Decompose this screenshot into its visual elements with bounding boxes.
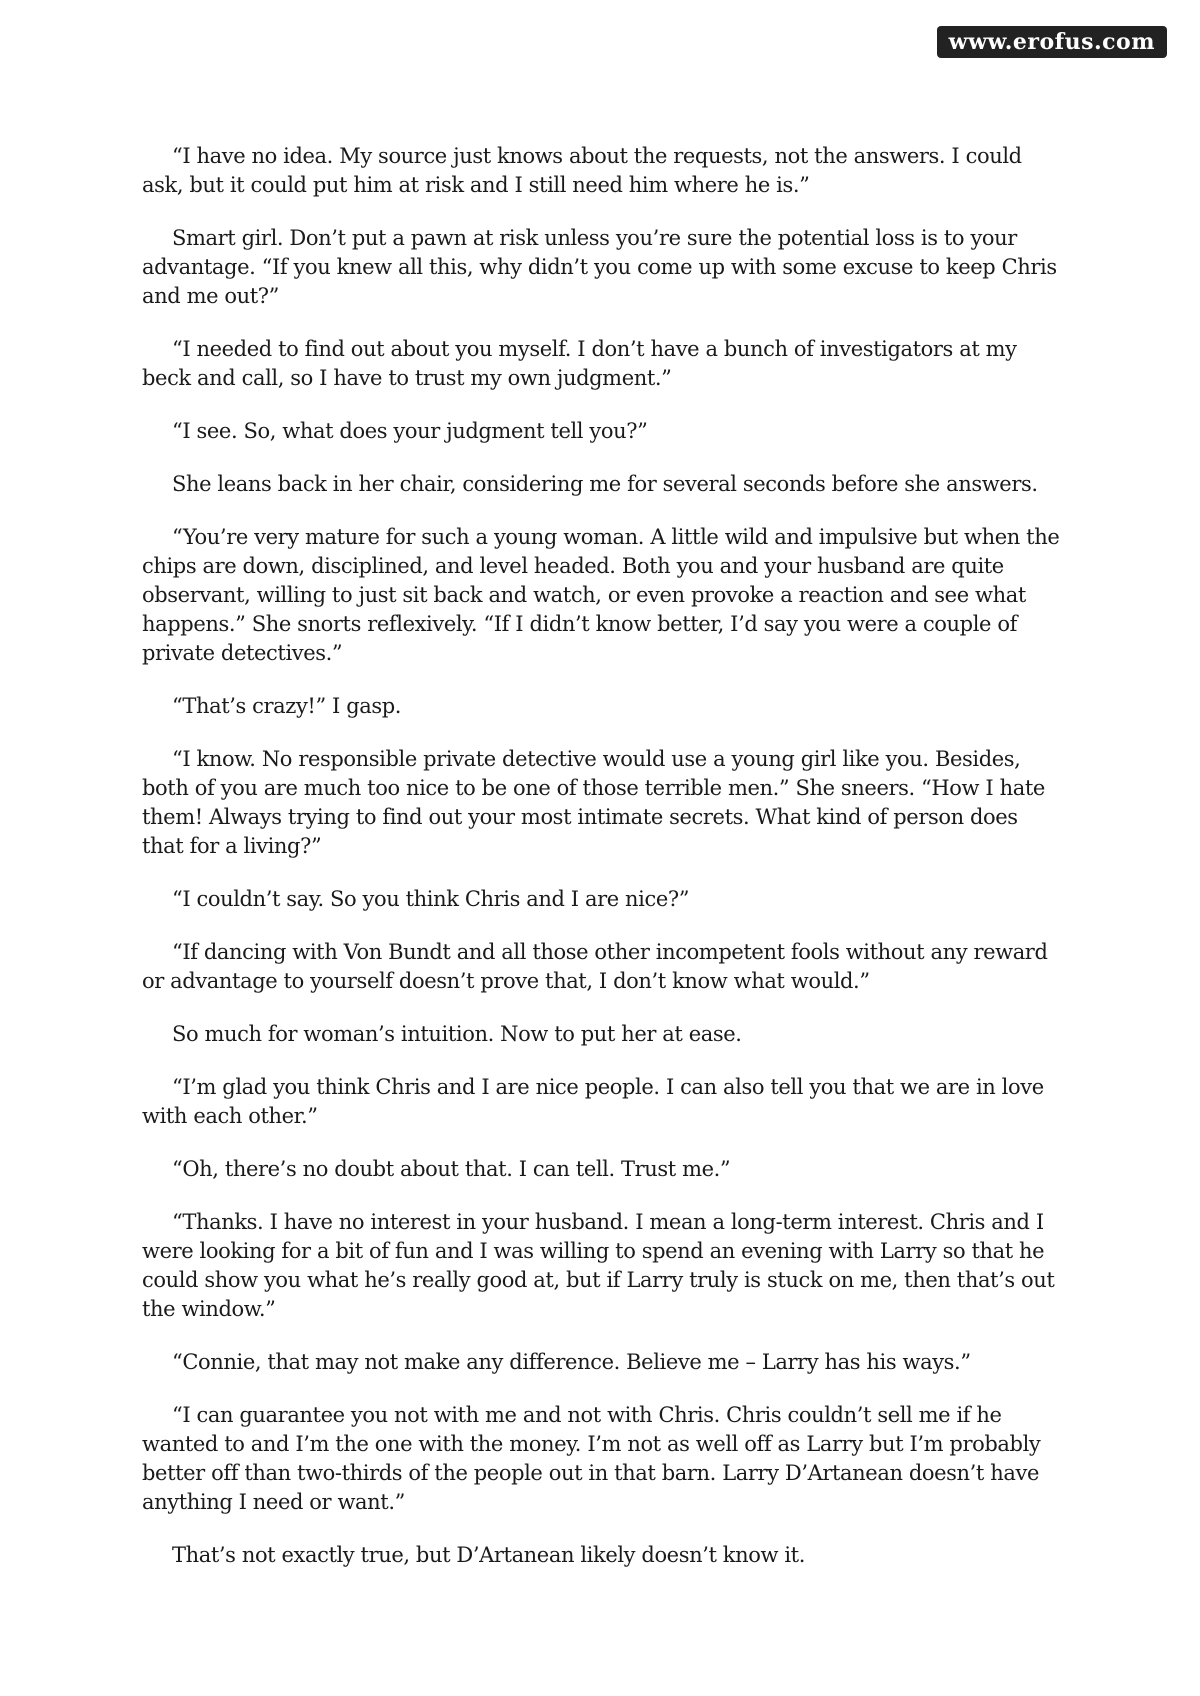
paragraph: “That’s crazy!” I gasp. [172,694,402,718]
paragraph: “Oh, there’s no doubt about that. I can tell. Trust me.” [172,1157,731,1181]
paragraph: “Thanks. I have no interest in your husband. I mean a long-term interest. Chris and I were looking for a bit of fun and I was willing to spend an evening with Larry so that he could show you what he’s really good at, but if Larry truly is stuck on me, then that’s out the window.” [142,1210,1055,1321]
paragraph: That’s not exactly true, but D’Artanean likely doesn’t know it. [172,1543,805,1567]
paragraph: She leans back in her chair, considering me for several seconds before she answers. [172,472,1038,496]
paragraph: “You’re very mature for such a young woman. A little wild and impulsive but when the chips are down, disciplined, and level headed. Both you and your husband are quite observant, willing to just sit back and watch, or even provoke a reaction and see what happens.” She snorts reflexively. “If I didn’t know better, I’d say you were a couple of private detectives.” [142,525,1060,665]
paragraph: “I have no idea. My source just knows about the requests, not the answers. I could ask, but it could put him at risk and I still need him where he is.” [142,144,1022,197]
page-body [142,142,1062,1594]
paragraph: “Connie, that may not make any difference. Believe me – Larry has his ways.” [172,1350,971,1374]
paragraph: Smart girl. Don’t put a pawn at risk unless you’re sure the potential loss is to your advantage. “If you knew all this, why didn’t you come up with some excuse to keep Chris and me out?” [142,226,1057,308]
paragraph: “I know. No responsible private detective would use a young girl like you. Besides, both of you are much too nice to be one of those terrible men.” She sneers. “How I hate them! Always trying to find out your most intimate secrets. What kind of person does that for a living?” [142,747,1045,858]
paragraph: “I’m glad you think Chris and I are nice people. I can also tell you that we are in love with each other.” [142,1075,1044,1128]
paragraph: “I see. So, what does your judgment tell you?” [172,419,648,443]
watermark: www.erofus.com [937,26,1167,58]
paragraph: “I couldn’t say. So you think Chris and I are nice?” [172,887,690,911]
paragraph: “If dancing with Von Bundt and all those other incompetent fools without any reward or advantage to yourself doesn’t prove that, I don’t know what would.” [142,940,1048,993]
paragraph: “I can guarantee you not with me and not with Chris. Chris couldn’t sell me if he wanted to and I’m the one with the money. I’m not as well off as Larry but I’m probably better off than two-thirds of the people out in that barn. Larry D’Artanean doesn’t have anything I need or want.” [142,1403,1041,1514]
paragraph: “I needed to find out about you myself. I don’t have a bunch of investigators at my beck and call, so I have to trust my own judgment.” [142,337,1017,390]
paragraph: So much for woman’s intuition. Now to put her at ease. [172,1022,742,1046]
